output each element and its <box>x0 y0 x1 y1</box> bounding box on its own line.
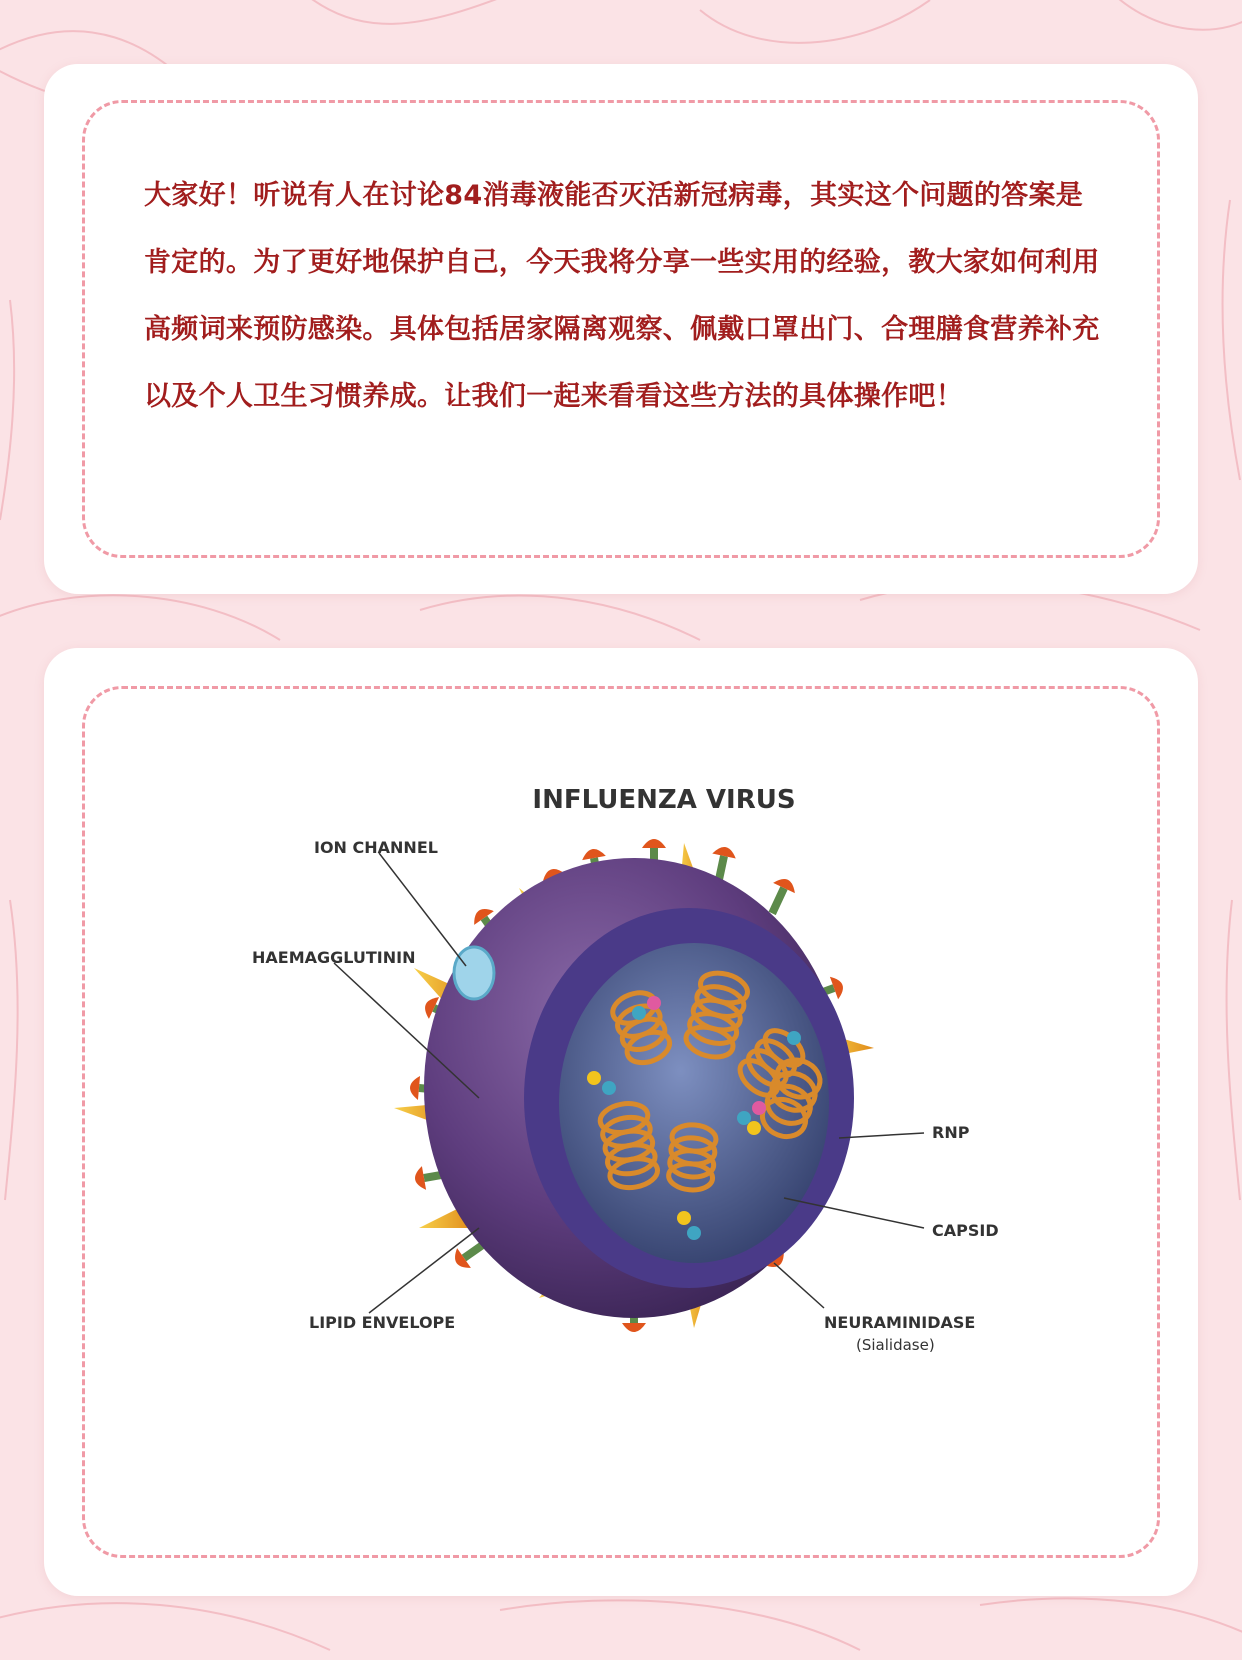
intro-card <box>44 64 1198 594</box>
influenza-virus-diagram <box>184 788 1064 1408</box>
label-lipid-envelope: LIPID ENVELOPE <box>309 1313 456 1332</box>
label-neuraminidase: NEURAMINIDASE <box>824 1313 976 1332</box>
diagram-card <box>44 648 1198 1596</box>
intro-paragraph: 大家好！听说有人在讨论84消毒液能否灭活新冠病毒，其实这个问题的答案是肯定的。为了更好地保护自己，今天我将分享一些实用的经验，教大家如何利用高频词来预防感染。具体包括居家隔离观察、佩戴口罩出门、合理膳食营养补充以及个人卫生习惯养成。让我们一起来看看这些方法的具体操作吧！ <box>144 180 1100 412</box>
ion-channel-shape <box>454 947 494 999</box>
label-neuraminidase-sub: (Sialidase) <box>856 1336 935 1354</box>
label-ion-channel: ION CHANNEL <box>314 838 438 857</box>
label-rnp: RNP <box>932 1123 970 1142</box>
diagram-title: INFLUENZA VIRUS <box>532 788 796 815</box>
label-haemagglutinin: HAEMAGGLUTININ <box>252 948 416 967</box>
label-capsid: CAPSID <box>932 1221 999 1240</box>
